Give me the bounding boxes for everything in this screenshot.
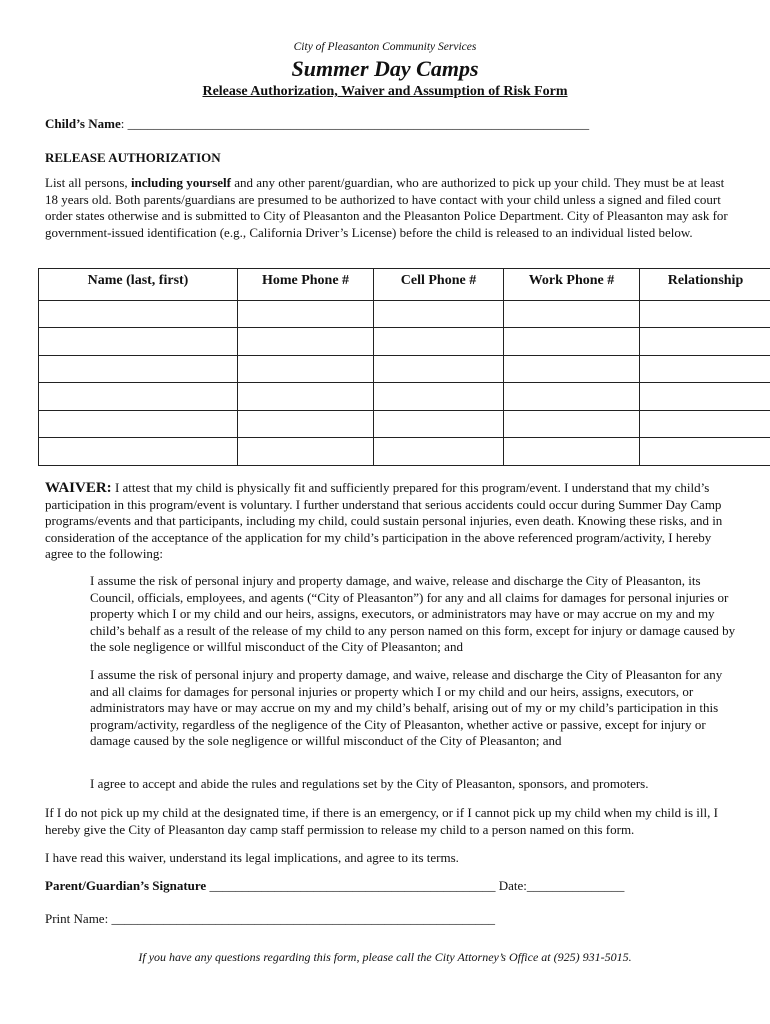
column-header-home-phone: Home Phone # — [238, 269, 374, 301]
acknowledgement-statement: I have read this waiver, understand its legal implications, and agree to its terms. — [45, 850, 459, 865]
table-row — [39, 410, 770, 438]
table-cell[interactable] — [504, 410, 640, 438]
waiver-clause-participation: I assume the risk of personal injury and property damage, and waive, release and discharge the City of Pleasanton for any and all claims for damages for personal injuries or property which I or my child and our heirs, assigns, executors, or administrators may have or may accrue on my and my child’s behalf, arising out of my or my child’s participation in this program/activity, regardless of the negligence of the City of Pleasanton, whether active or passive, except for injury or damage caused by the sole negligence or willful misconduct of the City of Pleasanton; and — [90, 667, 723, 748]
waiver-paragraph — [45, 480, 735, 563]
waiver-clause-release: I assume the risk of personal injury and property damage, and waive, release and discharge the City of Pleasanton, its Council, officials, employees, and agents (“City of Pleasanton”) for any and all claims for damages for personal injuries or property which I or my child and our heirs, assigns, executors, or administrators may have or may accrue on my and my child’s behalf as a result of the release of my child to any person named on this form, except for injury or damage caused by the sole negligence or willful misconduct of the City of Pleasanton; and — [90, 573, 736, 654]
print-name-label: Print Name: — [45, 911, 112, 926]
table-cell[interactable] — [39, 300, 238, 328]
table-cell[interactable] — [238, 438, 374, 466]
table-cell[interactable] — [374, 328, 504, 356]
form-title: Summer Day Camps — [291, 56, 479, 81]
table-cell[interactable] — [39, 438, 238, 466]
pickup-permission-paragraph: If I do not pick up my child at the designated time, if there is an emergency, or if I cannot pick up my child when my child is ill, I hereby give the City of Pleasanton day camp staff permission to release my child to a person named on this form. — [45, 805, 718, 837]
signature-label: Parent/Guardian’s Signature — [45, 878, 207, 893]
table-cell[interactable] — [504, 300, 640, 328]
print-name-line — [45, 911, 495, 927]
table-cell[interactable] — [374, 383, 504, 411]
table-cell[interactable] — [39, 383, 238, 411]
child-name-field[interactable] — [45, 116, 589, 132]
column-header-work-phone: Work Phone # — [504, 269, 640, 301]
table-cell[interactable] — [374, 300, 504, 328]
department-name: City of Pleasanton Community Services — [293, 41, 477, 53]
print-name-blank[interactable]: ___________________________________________________________ — [111, 911, 495, 926]
table-cell[interactable] — [39, 355, 238, 383]
table-header-row — [39, 269, 770, 301]
table-cell[interactable] — [640, 438, 770, 466]
table-cell[interactable] — [640, 300, 770, 328]
child-name-label: Child’s Name — [45, 116, 121, 131]
table-row — [39, 328, 770, 356]
release-bold-text: including yourself — [130, 175, 231, 190]
table-cell[interactable] — [238, 300, 374, 328]
table-cell[interactable] — [238, 355, 374, 383]
date-blank[interactable]: _______________ — [526, 878, 625, 893]
release-authorization-heading: RELEASE AUTHORIZATION — [45, 150, 221, 165]
table-cell[interactable] — [238, 328, 374, 356]
column-header-cell-phone: Cell Phone # — [374, 269, 504, 301]
form-subtitle: Release Authorization, Waiver and Assumption of Risk Form — [202, 84, 568, 99]
table-cell[interactable] — [640, 410, 770, 438]
waiver-clause-rules: I agree to accept and abide the rules and regulations set by the City of Pleasanton, sponsors, and promoters. — [90, 776, 649, 791]
table-cell[interactable] — [374, 410, 504, 438]
table-row — [39, 383, 770, 411]
authorized-persons-table — [38, 268, 770, 466]
contact-footer: If you have any questions regarding this form, please call the City Attorney’s Office at (925) 931-5015. — [138, 950, 632, 964]
table-cell[interactable] — [640, 328, 770, 356]
table-cell[interactable] — [504, 383, 640, 411]
table-row — [39, 355, 770, 383]
table-cell[interactable] — [504, 438, 640, 466]
waiver-heading: WAIVER: — [45, 480, 112, 496]
table-cell[interactable] — [504, 328, 640, 356]
table-row — [39, 300, 770, 328]
release-lead-text: List all persons, — [45, 175, 131, 190]
child-name-blank: : _______________________________________________________________________ — [120, 116, 590, 131]
table-cell[interactable] — [238, 383, 374, 411]
waiver-body: I attest that my child is physically fit and sufficiently prepared for this program/event. I understand that my child’s participation in this program/event is voluntary. I further understand that serious accidents could occur during Summer Day Camp programs/events and that participants, including my child, could sustain personal injuries, even death. Knowing these risks, and in consideration of the acceptance of the application for my child’s participation in the above referenced program/activity, I hereby agree to the following: — [45, 480, 723, 561]
table-cell[interactable] — [374, 355, 504, 383]
table-cell[interactable] — [374, 438, 504, 466]
signature-blank[interactable]: ____________________________________________ — [206, 878, 499, 893]
table-cell[interactable] — [39, 410, 238, 438]
table-row — [39, 438, 770, 466]
column-header-relationship: Relationship — [640, 269, 770, 301]
table-cell[interactable] — [640, 355, 770, 383]
table-cell[interactable] — [504, 355, 640, 383]
table-cell[interactable] — [39, 328, 238, 356]
table-cell[interactable] — [238, 410, 374, 438]
release-instructions — [45, 175, 735, 241]
release-body-text: and any other parent/guardian, who are authorized to pick up your child. They must be at least 18 years old. Both parents/guardians are presumed to be authorized to have contact with your child unless a signed and filed court order states otherwise and is submitted to City of Pleasanton and the Pleasanton Police Department. City of Pleasanton may ask for government-issued identification (e.g., California Driver’s License) before the child is released to an individual listed below. — [45, 175, 728, 240]
column-header-name: Name (last, first) — [39, 269, 238, 301]
signature-line — [45, 878, 624, 894]
date-label: Date: — [498, 878, 527, 893]
table-cell[interactable] — [640, 383, 770, 411]
